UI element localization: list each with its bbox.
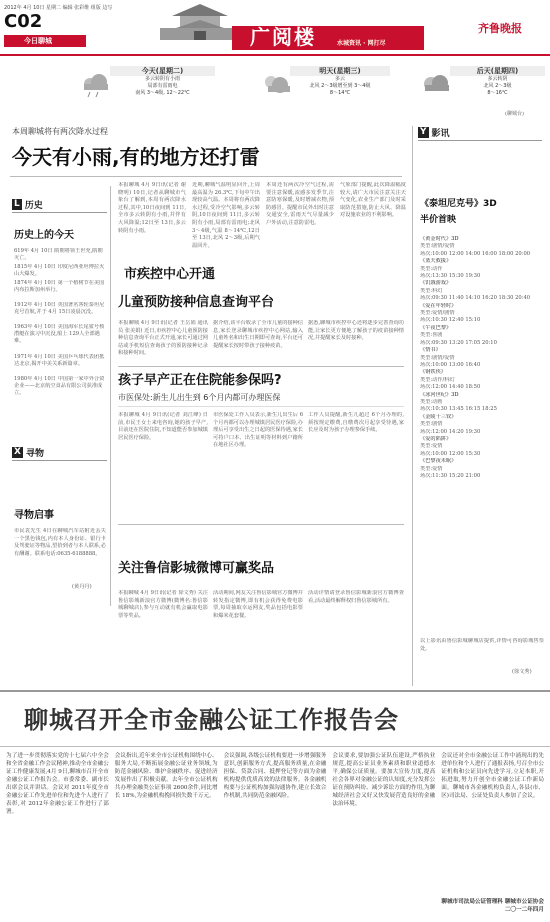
birth-rule	[118, 406, 404, 407]
birth-body-col1: 本报聊城 4月 9日讯(记者 刘江峰) 日前,市民王女士来电咨询,她的孩子早产,目前还在医院住院,不知道能否参加城镇居民医疗保险。	[118, 412, 208, 441]
film-listing-line: 场次:13:30 15:30 19:30	[420, 273, 481, 280]
lead-body-col4: 气象部门提醒,此次降温幅度较大,请广大市民注意关注天气变化,农业生产部门及时采取防范措施,防止大风、降温对设施农业的不利影响。	[340, 182, 406, 219]
film-listing-line: 场次:09:30 11:40 14:10 16:20 18:30 20:40	[420, 295, 531, 302]
weather-tomorrow	[260, 66, 390, 114]
section-marker-icon: Y	[420, 127, 427, 137]
film-listing-line: 类型:喜剧	[420, 332, 443, 339]
weather-wind-temp: 北风 2～3级增至到 3～4级	[309, 83, 371, 89]
history-item: 619年 4月 10日 隋朝将领王世充,隋朝灭亡。	[14, 248, 103, 262]
header-bar	[0, 0, 550, 60]
weather-today	[80, 66, 215, 114]
film-listing-line: 《情书》	[420, 347, 441, 354]
notice-body: 市民袁先生 4日在聊城汽车站附近丢失一个黑色钱包,内有本人身份证、银行卡及驾驶证等物品,望拾到者与本人联系,必有酬谢。联系电话:0635-6188888。	[14, 528, 106, 557]
birth-body-col2: 市医保处工作人员表示,新生儿出生后 6个月内都可以办理城镇居民医疗保险,办理后可享受出生之日起的医保待遇,家长可持户口本、出生证明等材料到户籍所在地社区办理。	[213, 412, 303, 449]
header-rule	[0, 54, 550, 56]
lead-rule	[10, 176, 402, 177]
cloudy-icon	[420, 72, 452, 98]
weather-wind: 北风 2～3级	[483, 83, 512, 89]
film-footnote: 以上影讯由鲁信影城聊城店提供,详情可咨询影城售票处。	[420, 638, 544, 652]
page-section-tag: 今日聊城	[4, 35, 86, 47]
report-body-col2: 会议指出,近年来全市公证机构围绕中心、服务大局,不断拓展金融公证业务领域,为防范金融风险、维护金融秩序、促进经济发展作出了积极贡献。去年全市公证机构共办理金融类公证事项 2600余件,同比增长 18%,为金融机构挽回损失数千万元。	[114, 753, 218, 799]
film-title: 《泰坦尼克号》3D	[420, 199, 497, 209]
vaccine-headline: 市疾控中心开通	[124, 267, 216, 282]
weather-desc: 多云转阴有小雨	[144, 76, 180, 82]
birth-body-col3: 工作人员提醒,新生儿超过 6个月办理的,须按规定缴费,自缴费次月起享受待遇,家长应及时为孩子办理参保手续。	[308, 412, 404, 434]
weather-day-after	[420, 66, 545, 114]
notice-signature: (黄丹丹)	[72, 584, 92, 590]
film-listing-line: 《爱在年轻时》	[420, 302, 457, 309]
report-body-col1: 为了进一步贯彻落实党的十七届六中全会和全省金融工作会议精神,推动全市金融公证工作健康发展,4月 9日,聊城市召开全市金融公证工作报告会。市委常委、副市长出席会议并讲话。会议对 2011年度全市金融公证工作先进单位和先进个人进行了表彰,对 2012年金融公证工作进行了部署。	[6, 753, 109, 815]
film-listing-line: 类型:爱情/剧情	[420, 310, 455, 317]
film-listing-line: 《午夜巴黎》	[420, 324, 452, 331]
date-line: 2012年 4月 10日 星期二 编辑 张彩维 组版 边写	[4, 5, 113, 11]
film-listing-line: 类型:剧情/爱情	[420, 243, 455, 250]
column-divider	[412, 126, 413, 686]
report-body-col5: 会议还对全市金融公证工作中涌现出的先进单位和个人进行了通报表扬,号召全市公证机构和公证员向先进学习,立足本职,开拓进取,努力开创全市金融公证工作新局面。聊城市各金融机构负责人,各县(市、区)司法局、公证处负责人参加了会议。	[441, 753, 544, 799]
bottom-rule	[0, 690, 550, 692]
history-item: 1971年 4月 10日 美国乒乓球代表团抵达北京,揭开中美关系新篇章。	[14, 354, 105, 368]
history-item: 1815年 4月 10日 印度尼西亚坦博拉火山大爆发。	[14, 264, 105, 278]
page-number: C02	[4, 11, 43, 32]
notice-title: 寻物启事	[14, 510, 54, 521]
notice-section-label	[12, 446, 107, 461]
film-listing-line: 《巴黎夜未眠》	[420, 458, 457, 465]
weibo-body-col3: 活动详情请登录鲁信影城新浪官方微博查看,活动最终解释权归鲁信影城所有。	[308, 590, 404, 604]
film-listing-line: 场次:09:30 13:20 17:05 20:10	[420, 339, 497, 346]
weather-strip	[0, 60, 550, 118]
report-body-col3: 会议强调,各级公证机构要进一步增强服务意识,创新服务方式,提高服务质量,在金融担保、贷款合同、抵押登记等方面为金融机构提供优质高效的法律服务。各金融机构要与公证机构加强沟通协作,建立长效合作机制,共同防范金融风险。	[223, 753, 327, 799]
section-marker-icon: X	[14, 447, 21, 457]
film-listing-line: 《饥饿游戏》	[420, 280, 452, 287]
film-listing-line: 《黄金时代》3D	[420, 236, 459, 242]
film-listing-line: 类型:爱情	[420, 465, 443, 472]
film-listing-line: 类型:动作	[420, 265, 443, 272]
weibo-body-col2: 活动期间,网友关注鲁信影城官方微博并转发指定微博,即有机会获得免费电影票,每周抽取幸运网友,奖品包括电影票和爆米花套餐。	[213, 590, 303, 619]
history-section-label	[12, 198, 107, 213]
history-item: 1874年 4月 10日 第一个植树节在美国内布拉斯加州举行。	[14, 280, 105, 294]
story-rule	[118, 366, 404, 367]
film-signature: (徐文秀)	[512, 669, 532, 675]
history-label: 历史	[24, 201, 43, 211]
film-listing-line: 场次:10:30 13:45 16:15 18:25	[420, 406, 497, 413]
film-listing	[420, 236, 544, 636]
weibo-headline: 关注鲁信影城微博可赢奖品	[118, 561, 275, 576]
film-listing-line: 《冰河世纪》3D	[420, 391, 459, 398]
vaccine-body-col2: 据介绍,该平台收录了全市儿童的接种信息,家长登录聊城市疾控中心网站,输入儿童姓名和出生日期即可查询,平台还可提醒家长按时带孩子接种疫苗。	[213, 320, 303, 349]
bottom-body	[6, 752, 544, 918]
vaccine-headline-2: 儿童预防接种信息查询平台	[118, 295, 275, 310]
film-listing-line: 类型:剧情/爱情	[420, 354, 455, 361]
vaccine-body-col3: 据悉,聊城市疾控中心还将逐步完善查询功能,让家长更方便地了解孩子的疫苗接种情况,并提醒家长及时接种。	[308, 320, 404, 342]
film-listing-line: 《钢铁侠》	[420, 369, 446, 376]
report-body-col4: 会议要求,要加强公证队伍建设,严格执业规范,提高公证员业务素质和职业道德水平,确保公证质量。要加大宣传力度,提高社会各界对金融公证的认知度,充分发挥公证在预防纠纷、减少诉讼方面的作用,为聊城经济社会又好又快发展营造良好的金融法治环境。	[332, 753, 436, 807]
film-listing-line: 场次:10:00 12:00 15:30	[420, 450, 481, 457]
column-subtitle: 水城资讯 · 网打尽	[337, 40, 386, 47]
story-rule	[118, 524, 404, 525]
film-listing-line: 类型:剧情	[420, 421, 443, 428]
film-listing-line: 类型:爱情	[420, 443, 443, 450]
film-listing-line: 《爱的陷阱》	[420, 435, 452, 442]
column-title: 广阅楼	[250, 25, 316, 49]
film-listing-line: 场次:10:00 13:00 16:40	[420, 361, 481, 368]
weather-wind-temp: 南风 3～4级, 12～22℃	[135, 90, 190, 96]
film-listing-line: 场次:10:00 12:00 14:00 16:00 18:00 20:00	[420, 250, 531, 257]
lead-kicker: 本周聊城将有两次降水过程	[12, 127, 108, 136]
birth-subheadline: 市医保处:新生儿出生到 6个月内都可办理医保	[118, 393, 281, 402]
weather-source: (聊城台)	[505, 111, 524, 117]
newspaper-logo: 齐鲁晚报	[478, 22, 522, 35]
report-body-col5-wrap	[441, 752, 544, 918]
film-listing-line: 场次:12:00 14:40 18:50	[420, 384, 481, 391]
weather-desc: 局部有雷雨电	[147, 83, 178, 89]
history-list	[14, 248, 106, 406]
notice-label: 寻物	[25, 449, 44, 459]
bottom-headline: 聊城召开全市金融公证工作报告会	[24, 705, 399, 734]
weather-temp: 8～14℃	[329, 90, 351, 96]
film-listing-line: 场次:11:30 15:20 21:00	[420, 473, 481, 479]
weibo-body-col1: 本报聊城 4月 9日讯(记者 徐文秀) 关注鲁信影城新浪官方微博(微博名:鲁信影城聊城店),参与互动就有机会赢取电影票等奖品。	[118, 590, 208, 619]
weather-day-label: 今天(星期二)	[110, 66, 215, 76]
film-listing-line: 类型:动作/科幻	[420, 376, 455, 383]
lead-body-col1: 本报聊城 4月 9日讯(记者 谢晓明) 10日,记者从聊城市气象台了解到,本周有两次降水过程,其中,10日夜间到 11日,全市多云转阴有小雨,并伴有大风降温;12日至 13日,多云转阴有小雨。	[118, 182, 186, 234]
partly-cloudy-icon	[260, 72, 292, 98]
column-divider	[110, 186, 111, 606]
film-listing-line: 场次:12:00 14:20 19:30	[420, 428, 481, 435]
film-section-label	[418, 126, 542, 141]
film-title-2: 半价首映	[420, 215, 457, 225]
vaccine-body-col1: 本报聊城 4月 9日讯(记者 王岳娟 通讯员 张美娟) 近日,市疾控中心儿童预防接种信息查询平台正式开通,家长可通过网站或手机短信查询孩子的预防接种记录和接种时间。	[118, 320, 208, 357]
weather-desc: 多云	[334, 76, 345, 82]
history-item: 1980年 4月 10日 中国第一家中外合资企业——北京航空食品有限公司获准成立。	[14, 376, 105, 397]
weather-day-label: 明天(星期三)	[290, 66, 390, 76]
history-item: 1912年 4月 10日 英国著名客轮泰坦尼克号首航,并于 4月 15日凌晨沉没。	[14, 302, 105, 316]
film-listing-line: 类型:动画	[420, 398, 443, 405]
section-marker-icon: L	[14, 199, 20, 209]
report-signature: 聊城市司法局公证管理科 聊城市公证协会 二〇一二年四月	[441, 899, 544, 913]
film-label: 影讯	[431, 129, 450, 139]
film-listing-line: 类型:科幻	[420, 287, 443, 294]
lead-headline: 今天有小雨,有的地方还打雷	[12, 145, 260, 169]
bottom-headline-rule	[0, 746, 550, 747]
weather-desc: 多云转阴	[487, 76, 508, 82]
birth-headline: 孩子早产正在住院能参保吗?	[118, 373, 282, 388]
film-listing-line: 《金陵十三钗》	[420, 413, 457, 420]
weather-temp: 8～16℃	[487, 90, 508, 96]
film-listing-line: 场次:10:30 12:40 15:10	[420, 317, 481, 324]
lead-body-col3: 本周还有两次冷空气过程,需要注意保暖,流感多发季节,注意防寒保暖,及时增减衣物,预防感冒。提醒市民外出时注意交通安全,雷雨天气尽量减少户外活动,注意防雷电。	[266, 182, 334, 226]
film-listing-line: 《蓝天救援》	[420, 258, 452, 265]
lead-body-col2: 近期,聊城气温明显回升,上周最高温为 26.3℃,下旬中午出现较高气温。本周将有两次降水过程,受冷空气影响,多云转阴,10日夜间到 11日,多云转阴有小雨,局部有雷雨电;北风 3～4级,气温 8～14℃,12日至 13日,北风 2～3级,后期气温回升。	[192, 182, 260, 249]
cloud-rain-icon	[80, 72, 112, 98]
history-title: 历史上的今天	[14, 230, 74, 241]
weather-day-label: 后天(星期四)	[450, 66, 545, 76]
history-item: 1963年 4月 10日 美国海军长尾鲨号核潜艇在演习中沉没,船上 129人全部遇难。	[14, 324, 105, 345]
